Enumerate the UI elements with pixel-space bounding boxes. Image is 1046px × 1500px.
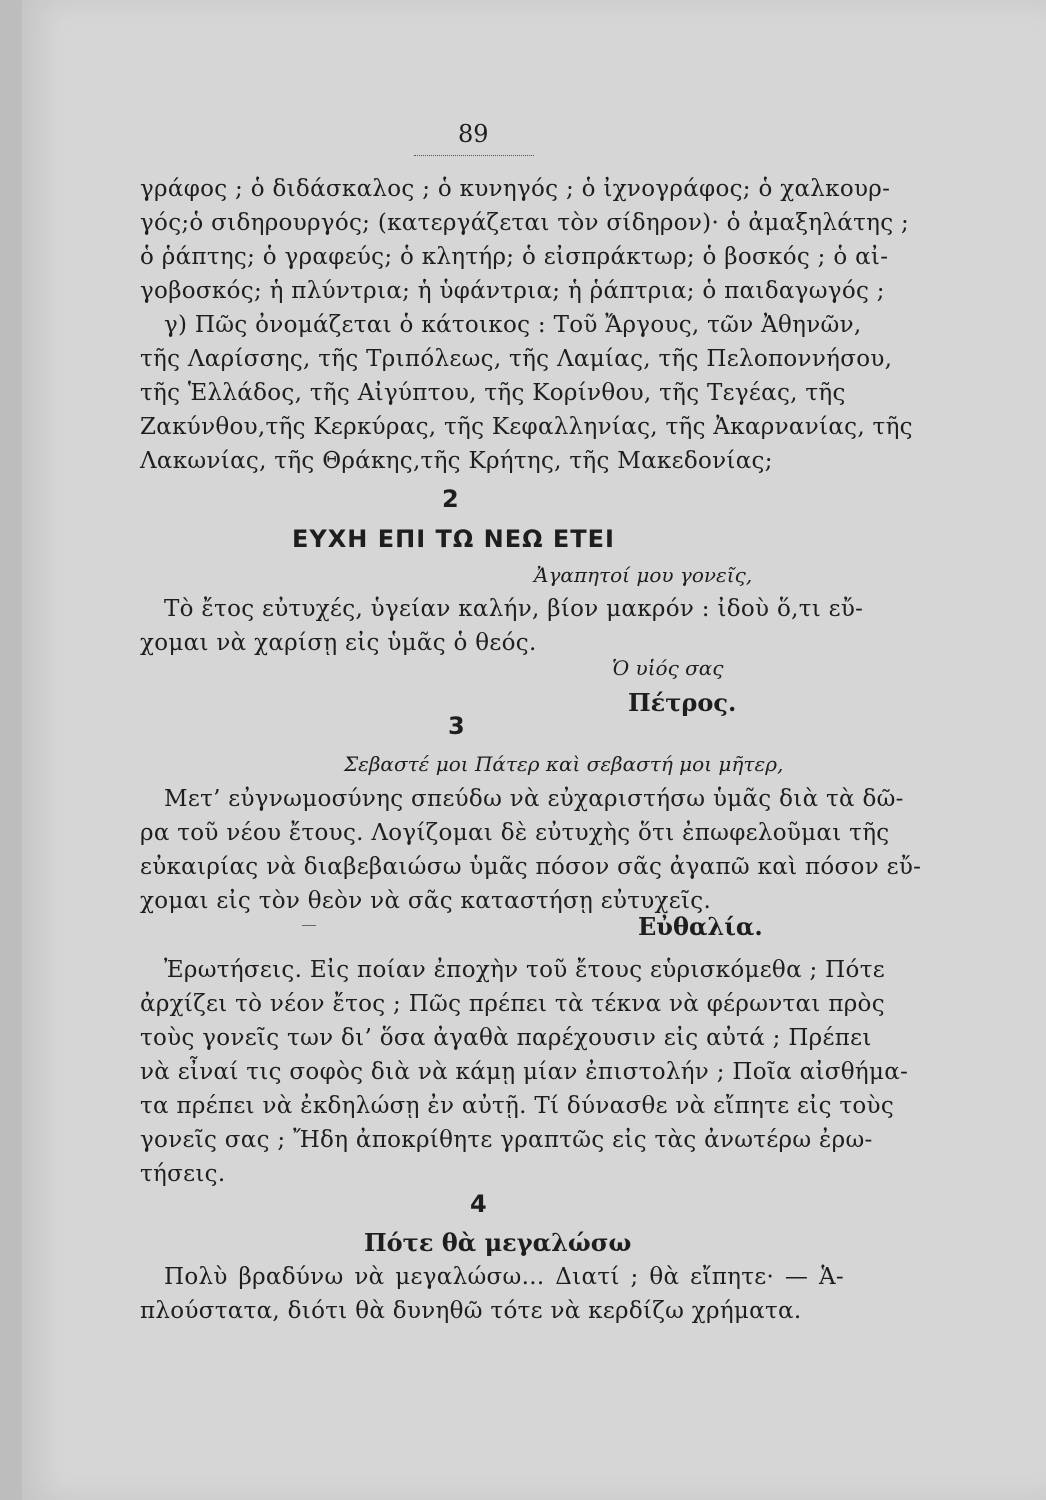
text-line: Ἐρωτήσεις. Εἰς ποίαν ἐποχὴν τοῦ ἔτους εὑρισκόμεθα ; Πότε (164, 957, 885, 983)
text-line: Πολὺ βραδύνω νὰ μεγαλώσω... Διατί ; θὰ εἴπητε· — Ἁ- (164, 1264, 844, 1290)
text-line: τῆς Λαρίσσης, τῆς Τριπόλεως, τῆς Λαμίας, τῆς Πελοποννήσου, (140, 346, 893, 372)
text-line: Λακωνίας, τῆς Θράκης,τῆς Κρήτης, τῆς Μακεδονίας; (140, 448, 773, 474)
paragraph-questions (140, 953, 909, 1191)
text-line: νὰ εἶναί τις σοφὸς διὰ νὰ κάμῃ μίαν ἐπιστολήν ; Ποῖα αἰσθήμα- (140, 1059, 909, 1085)
text-line: χομαι εἰς τὸν θεὸν νὰ σᾶς καταστήσῃ εὐτυχεῖς. (140, 888, 712, 914)
text-line: τα πρέπει νὰ ἐκδηλώσῃ ἐν αὐτῇ. Τί δύνασθε νὰ εἴπητε εἰς τοὺς (140, 1093, 894, 1119)
folio-rule (414, 155, 534, 156)
salutation: Ἀγαπητοί μου γονεῖς, (534, 563, 753, 587)
text-line: ρα τοῦ νέου ἔτους. Λογίζομαι δὲ εὐτυχὴς ὅτι ἐπωφελοῦμαι τῆς (140, 820, 890, 846)
section-title: Πότε θὰ μεγαλώσω (364, 1228, 632, 1257)
paragraph-wish (140, 592, 864, 660)
text-line: γοβοσκός; ἡ πλύντρια; ἡ ὑφάντρια; ἡ ῥάπτρια; ὁ παιδαγωγός ; (140, 278, 885, 304)
book-page (22, 0, 1046, 1500)
closing: Ὁ υἱός σας (612, 656, 724, 680)
section-number: 4 (470, 1190, 487, 1218)
text-line: Ζακύνθου,τῆς Κερκύρας, τῆς Κεφαλληνίας, τῆς Ἀκαρνανίας, τῆς (140, 414, 913, 440)
text-line: γός;ὁ σιδηρουργός; (κατεργάζεται τὸν σίδηρον)· ὁ ἀμαξηλάτης ; (140, 210, 910, 236)
text-line: Μετ’ εὐγνωμοσύνης σπεύδω νὰ εὐχαριστήσω ὑμᾶς διὰ τὰ δῶ- (164, 786, 904, 812)
paragraph-occupations (140, 172, 913, 478)
text-line: ὁ ῥάπτης; ὁ γραφεύς; ὁ κλητήρ; ὁ εἰσπράκτωρ; ὁ βοσκός ; ὁ αἰ- (140, 244, 889, 270)
page-number: 89 (458, 120, 489, 148)
text-line: ἀρχίζει τὸ νέον ἔτος ; Πῶς πρέπει τὰ τέκνα νὰ φέρωνται πρὸς (140, 991, 885, 1017)
text-line: πλούστατα, διότι θὰ δυνηθῶ τότε νὰ κερδίζω χρήματα. (140, 1298, 802, 1324)
text-line: γ) Πῶς ὀνομάζεται ὁ κάτοικος : Τοῦ Ἄργους, τῶν Ἀθηνῶν, (164, 312, 862, 338)
separator-dash (302, 925, 316, 926)
text-line: γονεῖς σας ; Ἤδη ἀποκρίθητε γραπτῶς εἰς τὰς ἀνωτέρω ἐρω- (140, 1127, 873, 1153)
paragraph-grow-up (140, 1260, 844, 1328)
section-title: ΕΥΧΗ ΕΠΙ ΤΩ ΝΕΩ ΕΤΕΙ (292, 525, 615, 553)
text-line: τῆς Ἑλλάδος, τῆς Αἰγύπτου, τῆς Κορίνθου, τῆς Τεγέας, τῆς (140, 380, 846, 406)
section-number: 3 (448, 712, 465, 740)
text-line: γράφος ; ὁ διδάσκαλος ; ὁ κυνηγός ; ὁ ἰχνογράφος; ὁ χαλκουρ- (140, 176, 891, 202)
signature: Πέτρος. (628, 688, 737, 717)
text-line: τοὺς γονεῖς των δι’ ὅσα ἀγαθὰ παρέχουσιν εἰς αὐτά ; Πρέπει (140, 1025, 872, 1051)
salutation: Σεβαστέ μοι Πάτερ καὶ σεβαστή μοι μῆτερ, (344, 752, 784, 776)
text-line: εὐκαιρίας νὰ διαβεβαιώσω ὑμᾶς πόσον σᾶς ἀγαπῶ καὶ πόσον εὔ- (140, 854, 922, 880)
paragraph-thanks (140, 782, 922, 918)
signature: Εὐθαλία. (638, 912, 763, 941)
text-line: Τὸ ἔτος εὐτυχές, ὑγείαν καλήν, βίον μακρόν : ἰδοὺ ὅ,τι εὔ- (164, 596, 864, 622)
text-line: τήσεις. (140, 1161, 226, 1187)
section-number: 2 (442, 485, 459, 513)
text-line: χομαι νὰ χαρίσῃ εἰς ὑμᾶς ὁ θεός. (140, 630, 537, 656)
